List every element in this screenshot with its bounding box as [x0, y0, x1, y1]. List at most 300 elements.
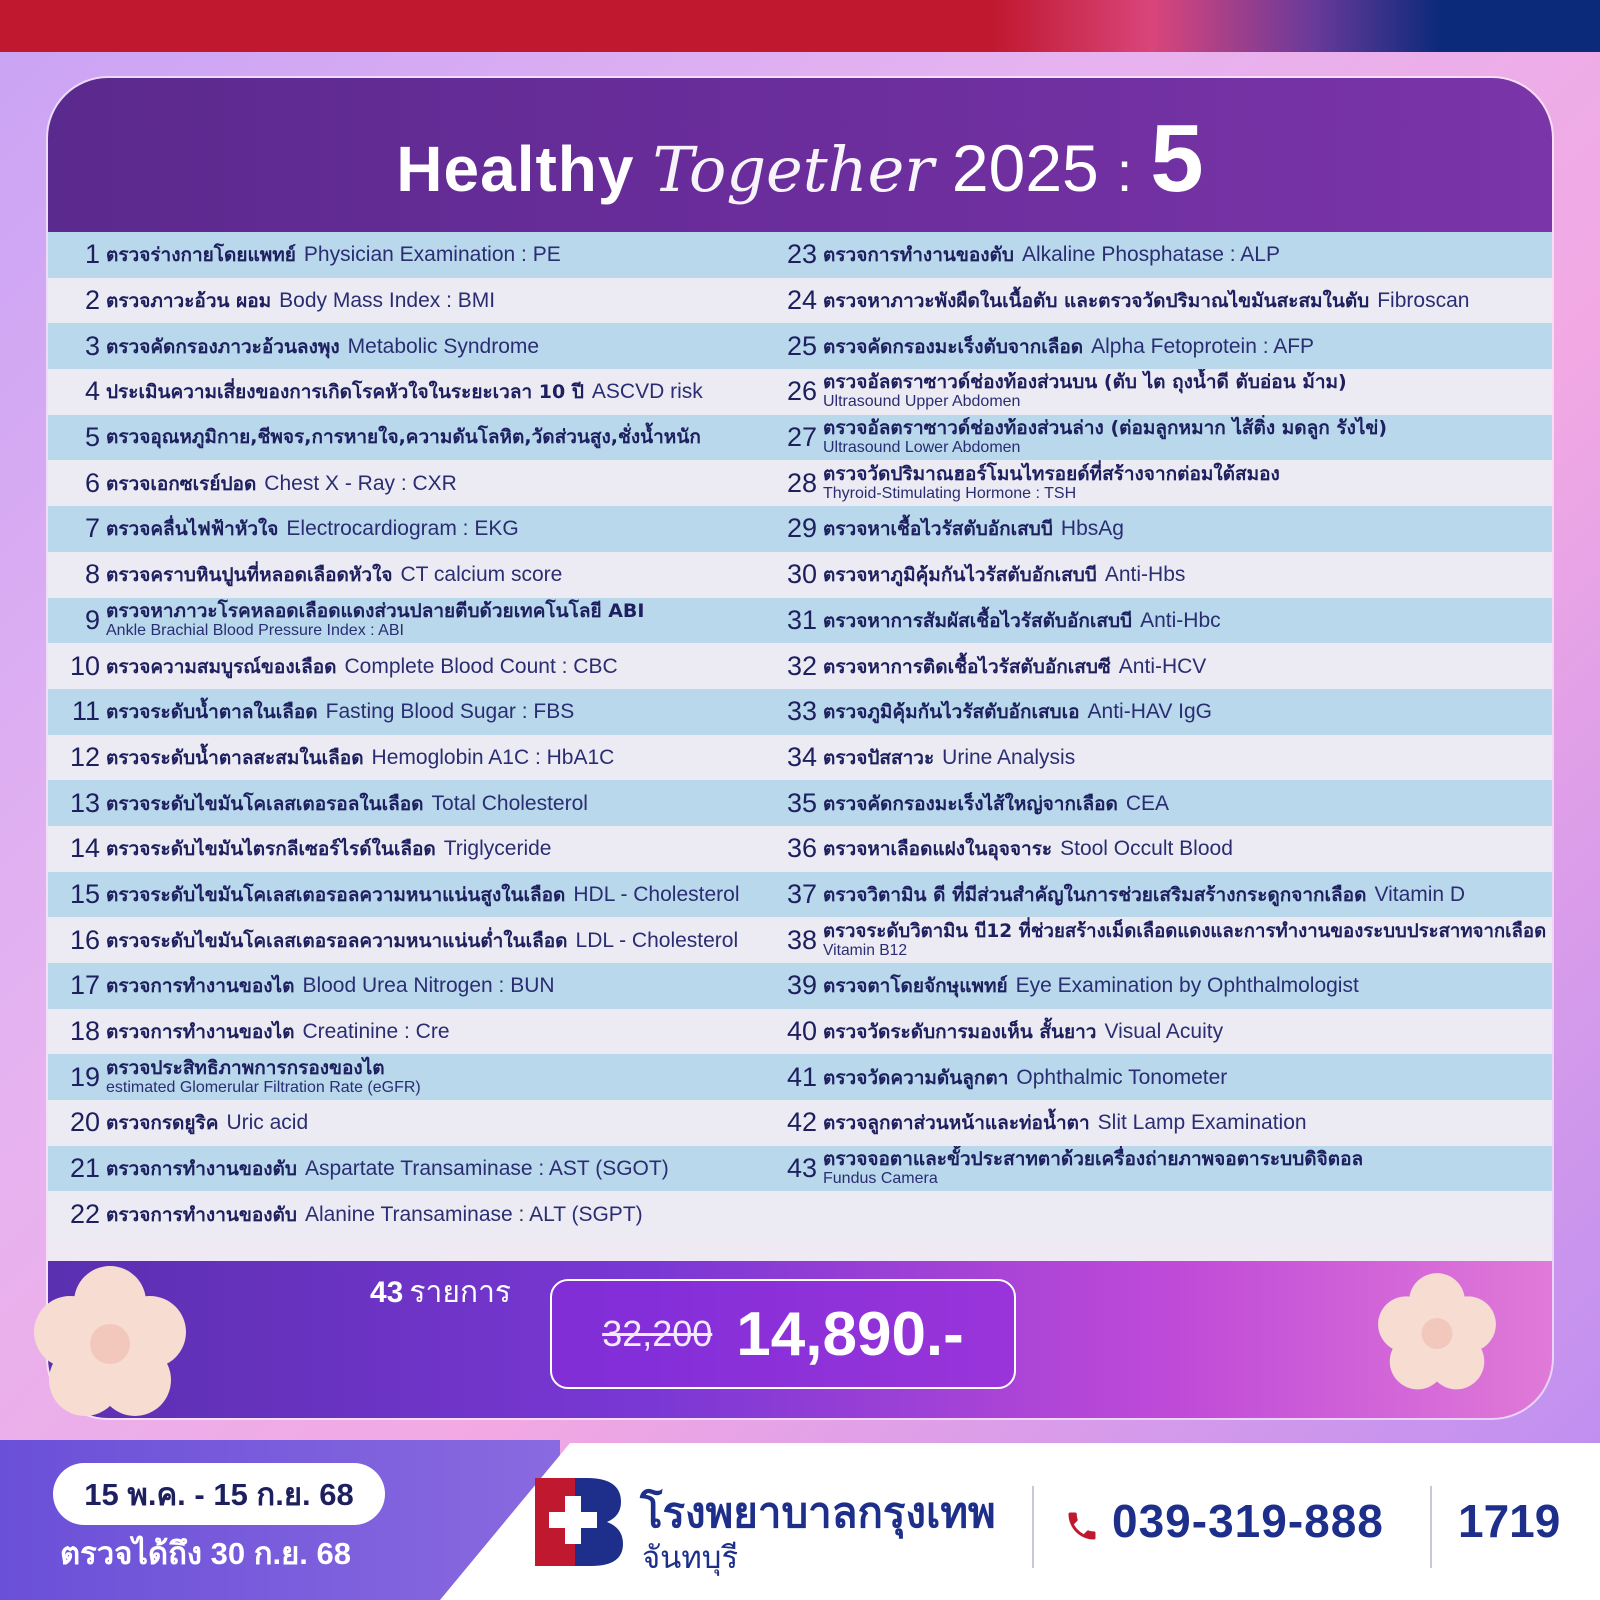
item-english-name: Eye Examination by Ophthalmologist: [1015, 974, 1359, 998]
checkup-item: [48, 278, 763, 324]
item-english-name: Total Cholesterol: [431, 791, 588, 815]
item-english-subtitle: Thyroid-Stimulating Hormone : TSH: [823, 484, 1077, 502]
item-thai-name: ตรวจภาวะอ้วน ผอม: [106, 290, 272, 313]
item-main-line: [106, 656, 618, 677]
table-row: [48, 232, 1552, 278]
item-number: 22: [69, 1198, 100, 1229]
item-number: 8: [84, 559, 100, 590]
checkup-item: [48, 1100, 763, 1146]
title-year: 2025: [951, 131, 1099, 205]
item-main-line: [823, 290, 1469, 311]
item-text: [106, 1112, 308, 1133]
item-text: [823, 518, 1124, 539]
item-text: [823, 919, 1547, 959]
item-main-line: [106, 290, 495, 311]
program-number: 5: [1150, 105, 1204, 212]
item-english-name: Vitamin D: [1374, 882, 1466, 906]
package-header: [48, 78, 1552, 232]
item-main-line: [106, 518, 519, 539]
item-main-line: [823, 244, 1280, 265]
item-count-unit: รายการ: [409, 1276, 512, 1309]
item-thai-name: ตรวจวัดความดันลูกตา: [823, 1066, 1009, 1089]
checkup-item: [763, 1100, 1552, 1146]
item-main-line: [106, 884, 740, 905]
item-english-name: Metabolic Syndrome: [347, 334, 540, 358]
price-band: [48, 1261, 1552, 1418]
hotline-number[interactable]: 1719: [1458, 1495, 1561, 1547]
item-number: 1: [84, 239, 100, 270]
item-main-line: [106, 1112, 308, 1133]
item-english-subtitle: Ultrasound Upper Abdomen: [823, 393, 1021, 411]
hospital-logo-icon: [535, 1478, 623, 1566]
item-number: 19: [69, 1061, 100, 1092]
table-row: [48, 369, 1552, 415]
checkup-item: [48, 780, 763, 826]
item-english-name: CEA: [1125, 791, 1170, 815]
package-title: [396, 104, 1203, 214]
checkup-item: [48, 415, 763, 461]
item-number: 20: [69, 1107, 100, 1138]
item-english-subtitle: estimated Glomerular Filtration Rate (eGFR): [106, 1078, 421, 1096]
item-thai-name: ตรวจคัดกรองมะเร็งไส้ใหญ่จากเลือด: [823, 792, 1118, 815]
checkup-item-list: [48, 232, 1552, 1237]
item-english-name: Anti-Hbc: [1140, 608, 1221, 632]
item-english-name: Alanine Transaminase : ALT (SGPT): [304, 1202, 643, 1226]
item-text: [106, 336, 539, 357]
item-main-line: [106, 747, 614, 768]
item-text: [823, 793, 1169, 814]
item-english-name: Uric acid: [226, 1111, 309, 1135]
item-thai-name: ตรวจหาเชื้อไวรัสตับอักเสบบี: [823, 518, 1053, 541]
item-main-line: [106, 428, 701, 447]
item-english-name: Alpha Fetoprotein : AFP: [1091, 334, 1315, 358]
item-main-line: [106, 1021, 450, 1042]
item-main-line: [106, 930, 738, 951]
item-thai-name: ตรวจการทำงานของไต: [106, 1021, 295, 1044]
item-english-subtitle: Fundus Camera: [823, 1170, 938, 1188]
item-text: [823, 656, 1206, 677]
item-text: [823, 244, 1280, 265]
item-thai-name: ตรวจหาภาวะพังผืดในเนื้อตับ และตรวจวัดปริมาณไขมันสะสมในตับ: [823, 290, 1370, 313]
checkup-item: [763, 1146, 1552, 1192]
item-thai-name: ตรวจวัดระดับการมองเห็น สั้นยาว: [823, 1021, 1097, 1044]
item-main-line: [823, 1112, 1307, 1133]
checkup-item: [763, 1191, 1552, 1237]
item-text: [106, 793, 588, 814]
item-thai-name: ตรวจลูกตาส่วนหน้าและท่อน้ำตา: [823, 1112, 1090, 1135]
item-thai-name: ตรวจตาโดยจักษุแพทย์: [823, 975, 1008, 998]
item-number: 6: [84, 467, 100, 498]
item-english-subtitle: Ultrasound Lower Abdomen: [823, 439, 1021, 457]
item-main-line: [823, 610, 1221, 631]
item-number: 29: [786, 513, 817, 544]
table-row: [48, 323, 1552, 369]
item-number: 27: [786, 422, 817, 453]
package-card: [48, 78, 1552, 1418]
item-main-line: [106, 381, 703, 402]
checkup-item: [763, 232, 1552, 278]
table-row: [48, 552, 1552, 598]
promo-price: 14,890.-: [736, 1299, 964, 1369]
item-thai-name: ตรวจวัดปริมาณฮอร์โมนไทรอยด์ที่สร้างจากต่อมใต้สมอง: [823, 462, 1280, 485]
checkup-item: [763, 826, 1552, 872]
table-row: [48, 963, 1552, 1009]
item-thai-name: ตรวจหาภาวะโรคหลอดเลือดแดงส่วนปลายตีบด้วยเทคโนโลยี ABI: [106, 599, 645, 622]
checkup-item: [763, 735, 1552, 781]
item-text: [823, 1021, 1223, 1042]
item-number: 24: [786, 285, 817, 316]
item-number: 15: [69, 878, 100, 909]
item-english-name: Body Mass Index : BMI: [279, 289, 496, 313]
title-healthy: Healthy: [396, 133, 635, 205]
flower-right-icon: [1375, 1270, 1499, 1394]
checkup-item: [48, 689, 763, 735]
item-text: [106, 473, 457, 494]
table-row: [48, 826, 1552, 872]
item-thai-name: ตรวจภูมิคุ้มกันไวรัสตับอักเสบเอ: [823, 701, 1080, 724]
checkup-item: [763, 1054, 1552, 1100]
item-text: [106, 599, 645, 639]
checkup-item: [48, 826, 763, 872]
table-row: [48, 689, 1552, 735]
item-thai-name: ตรวจระดับน้ำตาลในเลือด: [106, 701, 318, 724]
item-number: 17: [69, 970, 100, 1001]
table-row: [48, 780, 1552, 826]
item-thai-name: ตรวจระดับวิตามิน บี12 ที่ช่วยสร้างเม็ดเลือดแดงและการทำงานของระบบประสาทจากเลือด: [823, 919, 1547, 942]
footer-divider: [1032, 1486, 1034, 1568]
item-number: 12: [69, 741, 100, 772]
item-number: 26: [786, 376, 817, 407]
item-thai-name: ตรวจคราบหินปูนที่หลอดเลือดหัวใจ: [106, 564, 393, 587]
checkup-item: [48, 232, 763, 278]
checkup-item: [48, 735, 763, 781]
item-number: 3: [84, 330, 100, 361]
checkup-item: [48, 552, 763, 598]
item-main-line: [823, 701, 1212, 722]
checkup-item: [48, 460, 763, 506]
item-english-name: Aspartate Transaminase : AST (SGOT): [304, 1157, 669, 1181]
checkup-item: [763, 460, 1552, 506]
item-main-line: [823, 373, 1347, 392]
item-text: [823, 838, 1233, 859]
item-english-name: Fasting Blood Sugar : FBS: [325, 700, 575, 724]
checkup-item: [763, 598, 1552, 644]
table-row: [48, 598, 1552, 644]
checkup-item: [763, 917, 1552, 963]
item-thai-name: ตรวจอัลตราซาวด์ช่องท้องส่วนบน (ตับ ไต ถุงน้ำดี ตับอ่อน ม้าม): [823, 371, 1347, 394]
item-text: [106, 1204, 643, 1225]
item-thai-name: ตรวจระดับไขมันโคเลสเตอรอลในเลือด: [106, 792, 424, 815]
item-number: 42: [786, 1107, 817, 1138]
price-box: [550, 1279, 1016, 1389]
item-thai-name: ตรวจการทำงานของไต: [106, 975, 295, 998]
item-text: [823, 373, 1347, 410]
item-thai-name: ตรวจระดับไขมันไตรกลีเซอร์ไรด์ในเลือด: [106, 838, 436, 861]
item-english-name: Hemoglobin A1C : HbA1C: [371, 745, 615, 769]
item-number: 11: [71, 696, 100, 727]
item-number: 37: [786, 878, 817, 909]
item-english-name: Complete Blood Count : CBC: [344, 654, 618, 678]
item-main-line: [106, 564, 562, 585]
promo-date-range: 15 พ.ค. - 15 ก.ย. 68: [53, 1463, 385, 1525]
item-number: 43: [786, 1153, 817, 1184]
phone-icon: [1064, 1508, 1100, 1544]
table-row: [48, 1191, 1552, 1237]
item-number: 34: [786, 741, 817, 772]
item-main-line: [823, 1021, 1223, 1042]
item-count-number: 43: [370, 1276, 404, 1309]
item-english-name: HbsAg: [1060, 517, 1124, 541]
table-row: [48, 460, 1552, 506]
item-thai-name: ตรวจอุณหภูมิกาย,ชีพจร,การหายใจ,ความดันโลหิต,วัดส่วนสูง,ชั่งน้ำหนัก: [106, 426, 701, 449]
checkup-item: [763, 1009, 1552, 1055]
item-main-line: [823, 1150, 1363, 1169]
item-main-line: [823, 884, 1465, 905]
item-main-line: [106, 1204, 643, 1225]
item-text: [106, 1158, 669, 1179]
hospital-branch: จันทบุรี: [642, 1540, 739, 1575]
item-number: 41: [786, 1061, 817, 1092]
item-number: 7: [84, 513, 100, 544]
table-row: [48, 1009, 1552, 1055]
item-number: 38: [786, 924, 817, 955]
item-number: 9: [84, 604, 100, 635]
item-main-line: [106, 793, 588, 814]
table-row: [48, 1054, 1552, 1100]
item-number: 18: [69, 1016, 100, 1047]
checkup-item: [48, 963, 763, 1009]
table-row: [48, 643, 1552, 689]
item-number: 5: [84, 422, 100, 453]
phone-number[interactable]: 039-319-888: [1112, 1495, 1384, 1547]
item-thai-name: ตรวจระดับไขมันโคเลสเตอรอลความหนาแน่นสูงในเลือด: [106, 883, 566, 906]
item-main-line: [823, 518, 1124, 539]
item-text: [823, 1150, 1363, 1187]
item-english-name: ASCVD risk: [591, 380, 703, 404]
item-english-name: Fibroscan: [1377, 289, 1470, 313]
item-english-name: CT calcium score: [400, 563, 563, 587]
item-number: 16: [69, 924, 100, 955]
item-thai-name: ตรวจระดับน้ำตาลสะสมในเลือด: [106, 746, 364, 769]
item-english-name: Anti-HCV: [1118, 654, 1207, 678]
item-text: [106, 701, 574, 722]
item-english-name: Blood Urea Nitrogen : BUN: [302, 974, 555, 998]
item-number: 2: [84, 285, 100, 316]
title-colon: :: [1116, 140, 1133, 203]
table-row: [48, 872, 1552, 918]
item-main-line: [823, 419, 1387, 438]
item-english-name: HDL - Cholesterol: [573, 882, 740, 906]
item-english-name: Triglyceride: [443, 837, 552, 861]
item-thai-name: ตรวจหาภูมิคุ้มกันไวรัสตับอักเสบบี: [823, 564, 1097, 587]
item-main-line: [106, 701, 574, 722]
item-main-line: [823, 793, 1169, 814]
item-thai-name: ประเมินความเสี่ยงของการเกิดโรคหัวใจในระยะเวลา 10 ปี: [106, 381, 584, 404]
item-text: [823, 975, 1359, 996]
item-number: 32: [786, 650, 817, 681]
checkup-item: [763, 415, 1552, 461]
item-text: [823, 610, 1221, 631]
table-row: [48, 415, 1552, 461]
item-number: 40: [786, 1016, 817, 1047]
checkup-item: [48, 369, 763, 415]
checkup-item: [763, 278, 1552, 324]
checkup-item: [48, 1146, 763, 1192]
item-text: [823, 701, 1212, 722]
table-row: [48, 1100, 1552, 1146]
item-main-line: [106, 336, 539, 357]
item-thai-name: ตรวจคัดกรองมะเร็งตับจากเลือด: [823, 335, 1084, 358]
item-text: [106, 1056, 421, 1096]
item-english-subtitle: Ankle Brachial Blood Pressure Index : ABI: [106, 621, 404, 639]
item-number: 28: [786, 467, 817, 498]
item-thai-name: ตรวจระดับไขมันโคเลสเตอรอลความหนาแน่นต่ำในเลือด: [106, 929, 568, 952]
item-thai-name: ตรวจคัดกรองภาวะอ้วนลงพุง: [106, 335, 340, 358]
item-number: 13: [69, 787, 100, 818]
item-text: [823, 419, 1387, 456]
checkup-item: [763, 872, 1552, 918]
item-english-name: Stool Occult Blood: [1060, 837, 1233, 861]
item-number: 31: [786, 604, 817, 635]
item-english-name: Alkaline Phosphatase : ALP: [1021, 243, 1280, 267]
checkup-item: [763, 323, 1552, 369]
item-text: [823, 747, 1075, 768]
item-text: [106, 838, 551, 859]
item-text: [106, 747, 614, 768]
item-text: [823, 462, 1280, 502]
checkup-item: [48, 872, 763, 918]
item-english-name: Anti-HAV IgG: [1087, 700, 1213, 724]
item-text: [823, 884, 1465, 905]
checkup-item: [48, 917, 763, 963]
item-text: [106, 518, 519, 539]
top-brand-bar: [0, 0, 1600, 52]
item-english-name: Slit Lamp Examination: [1097, 1111, 1307, 1135]
item-thai-name: ตรวจปัสสาวะ: [823, 746, 935, 769]
item-main-line: [823, 838, 1233, 859]
item-text: [106, 290, 495, 311]
item-text: [823, 1112, 1307, 1133]
item-english-name: LDL - Cholesterol: [575, 928, 739, 952]
item-thai-name: ตรวจอัลตราซาวด์ช่องท้องส่วนล่าง (ต่อมลูกหมาก ไส้ติ่ง มดลูก รังไข่): [823, 417, 1388, 440]
checkup-item: [763, 689, 1552, 735]
item-main-line: [106, 244, 561, 265]
item-english-name: Visual Acuity: [1104, 1020, 1224, 1044]
item-text: [823, 290, 1469, 311]
item-number: 25: [786, 330, 817, 361]
item-main-line: [106, 599, 645, 622]
item-number: 33: [786, 696, 817, 727]
checkup-item: [763, 506, 1552, 552]
table-row: [48, 1146, 1552, 1192]
item-main-line: [106, 975, 555, 996]
item-thai-name: ตรวจประสิทธิภาพการกรองของไต: [106, 1056, 385, 1079]
item-number: 10: [69, 650, 100, 681]
item-text: [823, 564, 1185, 585]
item-english-name: Urine Analysis: [942, 745, 1076, 769]
item-count: [370, 1269, 511, 1316]
item-thai-name: ตรวจจอตาและขั้วประสาทตาด้วยเครื่องถ่ายภาพจอตาระบบดิจิตอล: [823, 1148, 1364, 1171]
item-thai-name: ตรวจหาการติดเชื้อไวรัสตับอักเสบซี: [823, 655, 1111, 678]
item-number: 14: [69, 833, 100, 864]
item-thai-name: ตรวจหาการสัมผัสเชื้อไวรัสตับอักเสบบี: [823, 609, 1133, 632]
item-main-line: [106, 473, 457, 494]
checkup-item: [763, 643, 1552, 689]
item-text: [106, 564, 562, 585]
title-together: Together: [652, 133, 934, 206]
checkup-item: [48, 323, 763, 369]
item-english-name: Physician Examination : PE: [303, 243, 561, 267]
item-text: [106, 381, 703, 402]
checkup-item: [763, 369, 1552, 415]
item-text: [106, 1021, 450, 1042]
item-thai-name: ตรวจหาเลือดแฝงในอุจจาระ: [823, 838, 1053, 861]
item-main-line: [106, 1056, 421, 1079]
checkup-item: [763, 552, 1552, 598]
original-price: 32,200: [602, 1313, 713, 1354]
checkup-item: [763, 780, 1552, 826]
item-number: 21: [69, 1153, 100, 1184]
item-text: [106, 884, 740, 905]
table-row: [48, 735, 1552, 781]
item-number: 30: [786, 559, 817, 590]
item-main-line: [823, 462, 1280, 485]
item-main-line: [823, 1067, 1227, 1088]
item-text: [106, 656, 618, 677]
item-thai-name: ตรวจการทำงานของตับ: [106, 1158, 297, 1181]
item-main-line: [823, 919, 1547, 942]
item-thai-name: ตรวจเอกซเรย์ปอด: [106, 472, 257, 495]
item-main-line: [823, 656, 1206, 677]
item-main-line: [823, 336, 1314, 357]
item-english-name: Ophthalmic Tonometer: [1016, 1065, 1228, 1089]
item-thai-name: ตรวจการทำงานของตับ: [823, 244, 1014, 267]
item-main-line: [823, 564, 1185, 585]
item-number: 36: [786, 833, 817, 864]
item-text: [106, 428, 701, 447]
item-text: [106, 975, 555, 996]
item-english-name: Anti-Hbs: [1104, 563, 1186, 587]
item-thai-name: ตรวจการทำงานของตับ: [106, 1203, 297, 1226]
flower-left-icon: [30, 1262, 190, 1422]
item-english-name: Electrocardiogram : EKG: [286, 517, 519, 541]
checkup-item: [48, 506, 763, 552]
footer-divider: [1430, 1486, 1432, 1568]
item-main-line: [106, 838, 551, 859]
item-thai-name: ตรวจความสมบูรณ์ของเลือด: [106, 655, 337, 678]
checkup-item: [48, 598, 763, 644]
item-text: [106, 930, 738, 951]
item-number: 23: [786, 239, 817, 270]
table-row: [48, 917, 1552, 963]
item-text: [823, 336, 1314, 357]
item-text: [106, 244, 561, 265]
hospital-name: โรงพยาบาลกรุงเทพ: [640, 1489, 996, 1536]
checkup-item: [48, 643, 763, 689]
item-english-subtitle: Vitamin B12: [823, 941, 908, 959]
valid-until: ตรวจได้ถึง 30 ก.ย. 68: [60, 1536, 351, 1571]
item-main-line: [823, 975, 1359, 996]
item-thai-name: ตรวจวิตามิน ดี ที่มีส่วนสำคัญในการช่วยเสริมสร้างกระดูกจากเลือด: [823, 883, 1367, 906]
checkup-item: [48, 1191, 763, 1237]
table-row: [48, 278, 1552, 324]
item-main-line: [823, 747, 1075, 768]
checkup-item: [48, 1054, 763, 1100]
table-row: [48, 506, 1552, 552]
item-thai-name: ตรวจกรดยูริค: [106, 1112, 219, 1135]
checkup-item: [48, 1009, 763, 1055]
item-number: 39: [786, 970, 817, 1001]
